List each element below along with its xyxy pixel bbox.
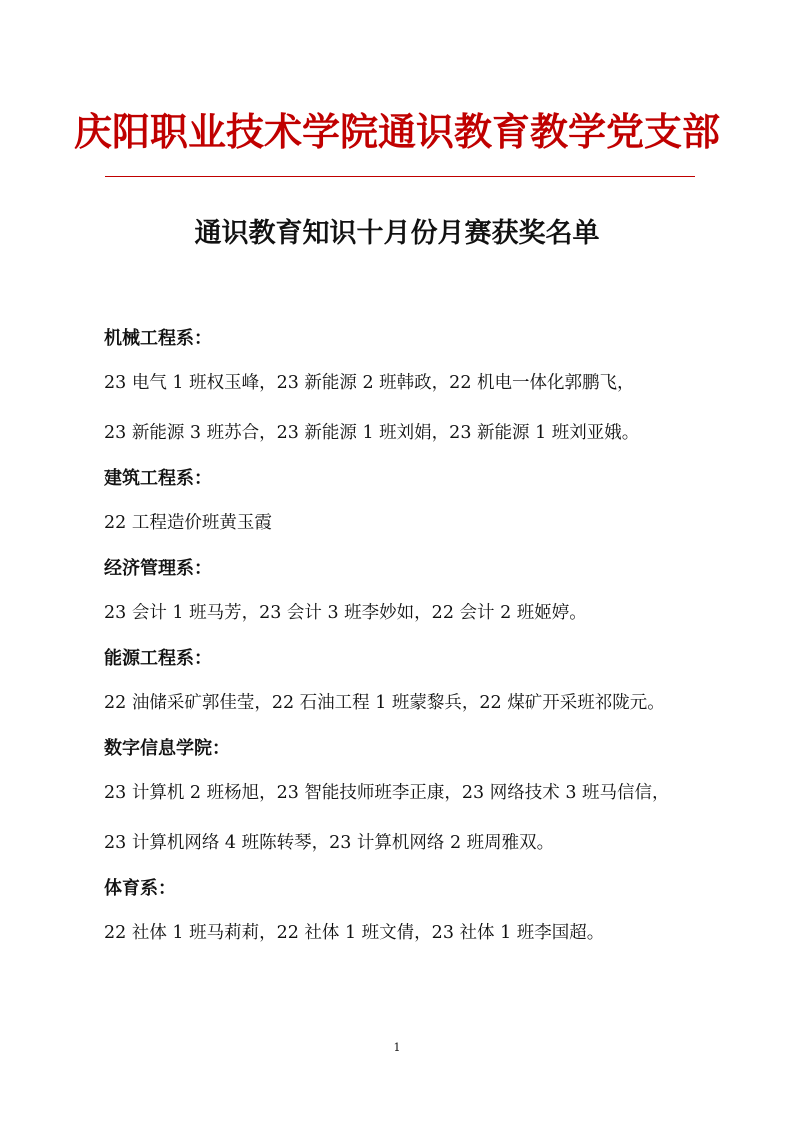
winner-line: 22 油储采矿郭佳莹，22 石油工程 1 班蒙黎兵，22 煤矿开采班祁陇元。 [104,693,665,713]
section-architecture [104,460,704,548]
department-heading: 数字信息学院： [104,738,230,759]
department-heading: 建筑工程系： [104,468,212,489]
organization-header: 庆阳职业技术学院通识教育教学党支部 [73,109,720,154]
section-digital-info [104,730,704,868]
winner-list [104,908,704,958]
award-sections [104,320,704,960]
header-divider [105,176,695,177]
department-heading: 经济管理系： [104,558,212,579]
winner-line: 23 会计 1 班马芳，23 会计 3 班李妙如，22 会计 2 班姬婷。 [104,603,587,623]
section-economics [104,550,704,638]
department-heading: 机械工程系： [104,328,212,349]
winner-list [104,358,704,458]
winner-list [104,498,704,548]
winner-line: 23 电气 1 班权玉峰，23 新能源 2 班韩政，22 机电一体化郭鹏飞， [104,373,635,393]
section-sports [104,870,704,958]
page-number: 1 [393,1041,401,1054]
document-title: 通识教育知识十月份月赛获奖名单 [194,218,600,249]
winner-line: 22 社体 1 班马莉莉，22 社体 1 班文倩，23 社体 1 班李国超。 [104,923,605,943]
department-heading: 体育系： [104,878,176,899]
winner-line: 23 新能源 3 班苏合，23 新能源 1 班刘娟，23 新能源 1 班刘亚娥。 [104,423,640,443]
winner-line: 23 计算机 2 班杨旭，23 智能技师班李正康，23 网络技术 3 班马信信， [104,783,670,803]
winner-list [104,588,704,638]
winner-line: 23 计算机网络 4 班陈转琴，23 计算机网络 2 班周雅双。 [104,833,555,853]
winner-list [104,768,704,868]
winner-line: 22 工程造价班黄玉霞 [104,513,272,533]
section-mechanical [104,320,704,458]
section-energy [104,640,704,728]
department-heading: 能源工程系： [104,648,212,669]
winner-list [104,678,704,728]
